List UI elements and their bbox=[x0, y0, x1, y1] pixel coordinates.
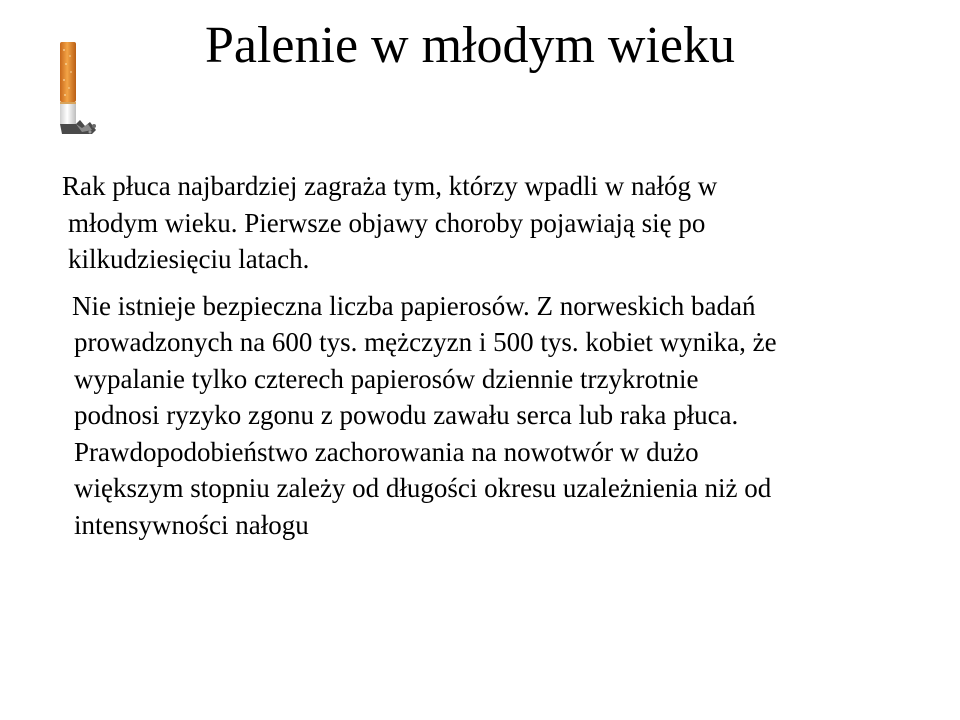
paragraph-1 bbox=[62, 168, 912, 278]
paragraph-2 bbox=[62, 288, 912, 544]
text-line: kilkudziesięciu latach. bbox=[68, 244, 310, 274]
text-line: podnosi ryzyko zgonu z powodu zawału serca lub raka płuca. bbox=[74, 400, 739, 430]
text-line: młodym wieku. Pierwsze objawy choroby pojawiają się po bbox=[68, 207, 706, 238]
text-line: Nie istnieje bezpieczna liczba papierosów. Z norweskich badań bbox=[72, 290, 756, 321]
text-line: większym stopniu zależy od długości okresu uzależnienia niż od bbox=[74, 473, 772, 503]
text-line: intensywności nałogu bbox=[74, 509, 309, 540]
slide-body bbox=[62, 168, 912, 553]
text-line: wypalanie tylko czterech papierosów dziennie trzykrotnie bbox=[74, 363, 699, 394]
text-line: Prawdopodobieństwo zachorowania na nowotwór w dużo bbox=[74, 436, 699, 467]
text-line: Rak płuca najbardziej zagraża tym, którzy wpadli w nałóg w bbox=[62, 171, 718, 201]
slide-title: Palenie w młodym wieku bbox=[204, 17, 736, 74]
text-line: prowadzonych na 600 tys. mężczyzn i 500 tys. kobiet wynika, że bbox=[74, 327, 777, 357]
